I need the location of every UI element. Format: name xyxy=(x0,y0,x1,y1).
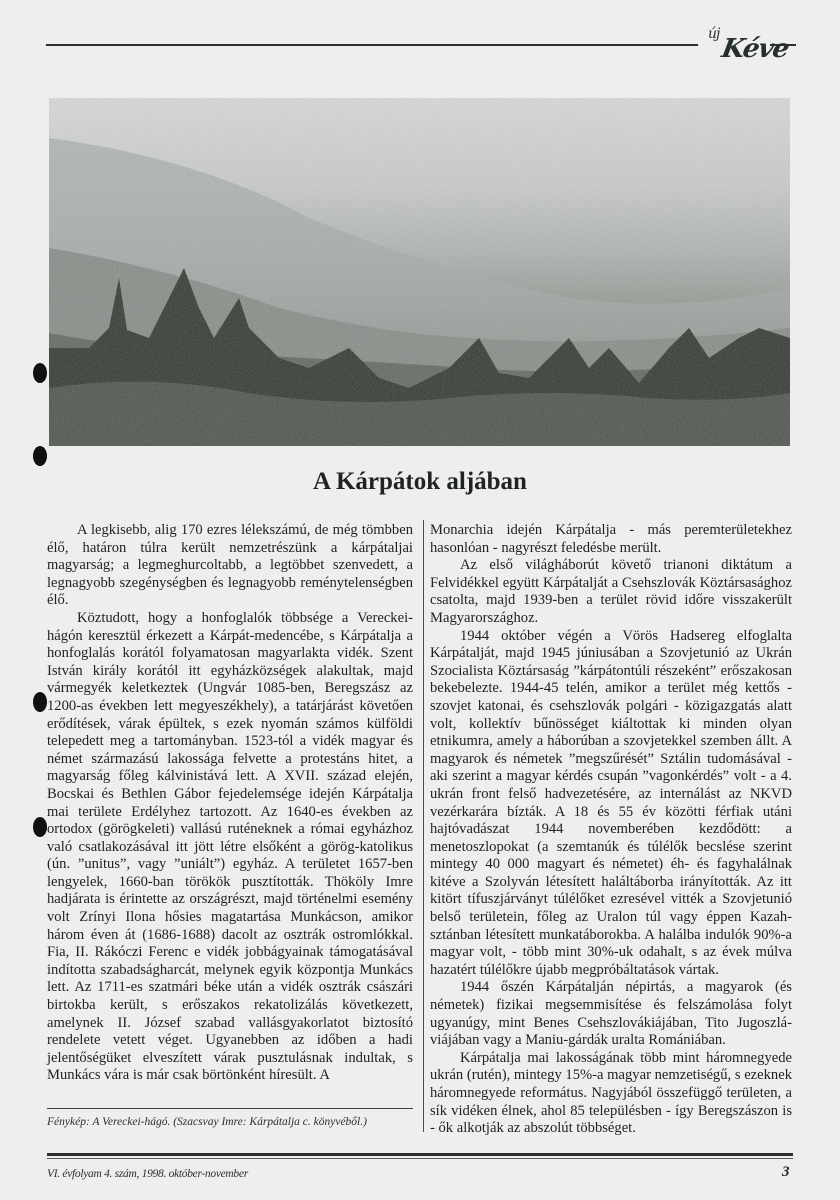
paragraph: 1944 október végén a Vörös Hadsereg elfoglalta Kárpátalját, majd 1945 júniusában a Szovjetunió az Ukrán Szocialista Köztársaság ”kárpátontúli részeként” erőszakosan bekebelezte. 1944-45 telén, amikor a terület még kettős - szovjet katonai, és csehszlovák polgári - közigazgatás alatt volt, kollektív bűnösséget kiáltottak ki minden olyan etnikumra, amely a háborúban a szovjetekkel szemben állt. A magyarok és németek ”megszűrését” Sztálin tudomásával - aki szerint a magyar kérdés csupán ”vagonkérdés” volt - a 4. ukrán front felső hadvezetésére, az internálást az NKVD vezérkarára bízták. A 18 és 55 év közötti férfiak utáni hajtóvadászat 1944 novemberében kezdődött: a menetoszlopokat (a szemtanúk és túlélők becslése szerint mintegy 40 000 magyart és németet) éh- és fagyhalálnak kitéve a Szolyván létesített haláltáborba irányították. Az itt kitört tífuszjárványt túlélőket ezresével vitték a Szovjetunió belső területein, főleg az Uralon túl vagy éppen Kazahsztánban létesített munkatáborokba. A halálba indulók 90%-a magyar volt, - több mint 30%-uk odahalt, s az évek múlva hazatért túlélőkre újabb megpróbáltatások vártak. xyxy=(430,627,792,978)
paragraph: Köztudott, hogy a honfoglalók többsége a Vereckei-hágón keresztül érkezett a Kárpát-medencébe, s Kárpátalja a honfoglalás korától folyamatosan magyarlakta vidék. Szent István király korától itt egyházközségek alakultak, majd vármegyék keletkeztek (Ungvár 1085-ben, Beregszász az 1200-as években lett megyeszékhely), a tatárjárást követően erődítések, várak épültek, s ezek nyomán számos külföldi telepedett meg a tartományban. 1523-tól a vidék magyar és német származású lakossága felvette a protestáns hitet, a magyarság főleg kálvinistává lett. A XVII. század elején, Bocskai és Bethlen Gábor fejedelemsége idején Kárpátalja mai területe Erdélyhez tartozott. Az 1640-es években az ortodox (görögkeleti) vallású ruténeknek a római egyházhoz való csatlakozásával itt jött létre elsőként a görög-katolikus (ún. ”unitus”, vagy ”uniált”) egyház. A területet 1657-ben lengyelek, 1660-ban törökök pusztították. Thököly Imre hadjárata is érintette az országrészt, majd történelmi esemény volt Zrínyi Ilona hősies magatartása Munkácson, amikor három éven át (1686-1688) dacolt az osztrák ostromlókkal. Fia, II. Rákóczi Ferenc e vidék jobbágyainak támogatásával indította szabadságharcát, melynek egyik központja Munkács lett. Az 1711-es szatmári béke után a vidék osztrák császári birtokba került, s erőszakos rekatolizálás következett, amelynek II. József szabad vallásgyakorlatot biztosító rendelete vetett véget. Ugyanebben az időben a hadi jelentőségüket elveszített várak pusztulásnak indultak, s Munkács vára is már csak börtönként híresült. A xyxy=(47,609,413,1084)
article-title: A Kárpátok aljában xyxy=(313,468,527,495)
punch-hole xyxy=(33,446,47,466)
header-rule xyxy=(46,44,698,46)
landscape-photo xyxy=(49,98,790,446)
photo-caption: Fénykép: A Vereckei-hágó. (Szacsvay Imre: Kárpátalja c. könyvéből.) xyxy=(47,1116,367,1128)
footer-rule xyxy=(47,1153,793,1156)
paragraph: 1944 őszén Kárpátalján népirtás, a magyarok (és németek) fizikai megsemmisítése és felszámolása folyt ugyanúgy, mint Benes Csehszlovákiájában, Tito Jugoszláviájában vagy a Maniu-gárdák uralta Romániában. xyxy=(430,979,792,1049)
logo-name: Kéve xyxy=(719,34,791,64)
paragraph: Kárpátalja mai lakosságának több mint háromnegyede ukrán (rutén), mintegy 15%-a magyar nemzetiségű, s ezeknek háromnegyede református. Nagyjából összefüggő területen, a sík vidéken élnek, ahol 85 településben - így Beregszászon is - ők alkotják az abszolút többséget. xyxy=(430,1049,792,1137)
paragraph: Az első világháborút követő trianoni diktátum a Felvidékkel együtt Kárpátalját a Csehszlovák Köztársasághoz csatolta, majd 1939-ben a terület rövid időre visszakerült Magyarországhoz. xyxy=(430,557,792,626)
article-column-left xyxy=(47,522,413,1085)
logo-prefix: új xyxy=(708,26,720,42)
magazine-logo xyxy=(700,26,800,66)
footer-rule-thin xyxy=(47,1158,793,1159)
page-number: 3 xyxy=(782,1164,790,1180)
article-column-right xyxy=(430,522,792,1138)
paragraph: Monarchia idején Kárpátalja - más peremterületekhez hasonlóan - nagyrészt feledésbe merült. xyxy=(430,522,792,556)
photo-illustration xyxy=(49,98,790,446)
punch-hole xyxy=(33,692,47,712)
column-divider xyxy=(423,520,424,1132)
issue-info: VI. évfolyam 4. szám, 1998. október-november xyxy=(47,1168,248,1180)
punch-hole xyxy=(33,363,47,383)
caption-rule xyxy=(47,1108,413,1109)
paragraph: A legkisebb, alig 170 ezres lélekszámú, de még tömbben élő, határon túlra került nemzetrészünk a kárpátaljai magyarság; a legmeghurcoltabb, a legtöbbet szenvedett, a legnagyobb szegénységben és legnagyobb reménytelenségben élő. xyxy=(47,522,413,609)
punch-hole xyxy=(33,817,47,837)
